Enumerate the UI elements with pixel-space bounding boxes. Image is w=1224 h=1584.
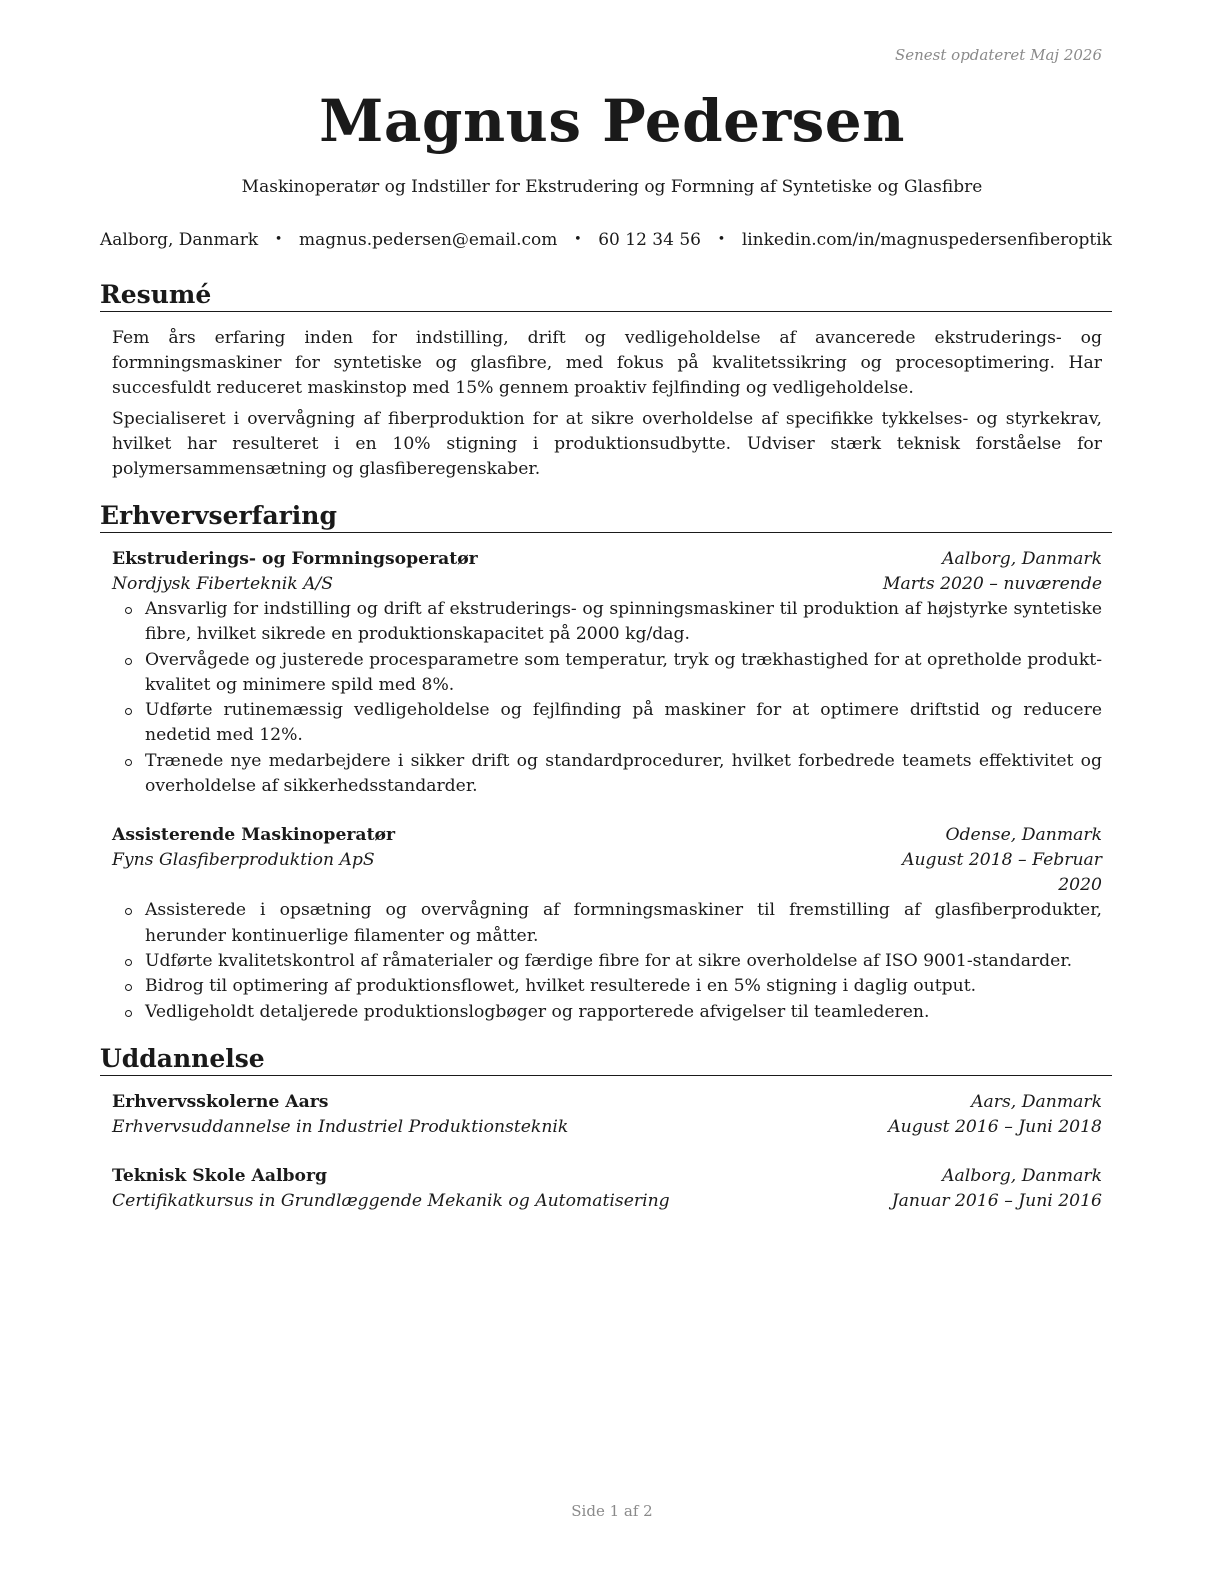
summary-section — [100, 280, 1112, 482]
separator-bullet: • — [573, 232, 582, 247]
job-company: Nordjysk Fiberteknik A/S — [112, 574, 334, 594]
job-dates: Marts 2020 – nuværende — [882, 574, 1102, 594]
summary-paragraph: Fem års erfaring inden for indstilling, drift og vedligeholdelse af avancerede ekstruderings- og formningsmaskiner for syntetiske og glasfibre, med fokus på kvalitetssikring og procesoptimering. Har succesfuldt reduceret maskinstop med 15% gennem proaktiv fejlfinding og vedligeholdelse. — [112, 328, 1102, 398]
experience-heading: Erhvervserfaring — [100, 501, 1112, 533]
candidate-headline: Maskinoperatør og Indstiller for Ekstrudering og Formning af Syntetiske og Glasfibre — [241, 177, 983, 197]
school-location: Aalborg, Danmark — [942, 1166, 1102, 1186]
school-program: Certifikatkursus in Grundlæggende Mekanik og Automatisering — [112, 1191, 670, 1211]
job-company: Fyns Glasfiberproduktion ApS — [112, 850, 375, 871]
job-bullets — [112, 898, 1102, 1024]
education-heading: Uddannelse — [100, 1044, 1112, 1076]
separator-bullet: • — [717, 232, 726, 247]
job-entry — [112, 823, 1102, 1024]
school-name: Teknisk Skole Aalborg — [112, 1166, 328, 1186]
contact-phone[interactable]: 60 12 34 56 — [598, 230, 701, 250]
job-role: Ekstruderings- og Formningsoperatør — [112, 549, 478, 569]
summary-paragraph: Specialiseret i overvågning af fiberproduktion for at sikre overholdelse af specifikke tykkelses- og styrkekrav, hvilket har resulteret i en 10% stigning i produktionsudbytte. Udviser stærk teknisk forståelse for polymersammensætning og glasfiberegenskaber. — [112, 409, 1102, 479]
last-updated-note: Senest opdateret Maj 2026 — [894, 46, 1102, 64]
education-entry — [112, 1164, 1102, 1214]
job-bullet: Ansvarlig for indstilling og drift af ekstruderings- og spinningsmaskiner til produktion af højstyrke syntetiske fibre, hvilket sikrede en produktionskapacitet på 2000 kg/dag. — [112, 597, 1102, 648]
contact-line — [100, 229, 1112, 251]
job-bullet: Udførte rutinemæssig vedligeholdelse og fejlfinding på maskiner for at optimere driftstid og reducere nedetid med 12%. — [112, 698, 1102, 749]
school-location: Aars, Danmark — [971, 1092, 1102, 1112]
separator-bullet: • — [274, 232, 283, 247]
candidate-name: Magnus Pedersen — [319, 87, 905, 155]
contact-linkedin[interactable]: linkedin.com/in/magnuspedersenfiberoptik — [741, 230, 1112, 250]
contact-location: Aalborg, Danmark — [100, 230, 259, 250]
school-name: Erhvervsskolerne Aars — [112, 1092, 329, 1112]
job-bullet: Overvågede og justerede procesparametre som temperatur, tryk og trækhastighed for at opretholde produkt-kvalitet og minimere spild med 8%. — [112, 648, 1102, 699]
education-section — [100, 1044, 1112, 1214]
education-entry — [112, 1090, 1102, 1140]
job-location: Aalborg, Danmark — [942, 549, 1102, 569]
job-bullet: Vedligeholdt detaljerede produktionslogbøger og rapporterede afvigelser til teamlederen. — [112, 1000, 1102, 1025]
job-bullet: Assisterede i opsætning og overvågning af formningsmaskiner til fremstilling af glasfiberprodukter, herunder kontinuerlige filamenter og måtter. — [112, 898, 1102, 949]
job-bullet: Bidrog til optimering af produktionsflowet, hvilket resulterede i en 5% stigning i daglig output. — [112, 974, 1102, 999]
job-entry — [112, 547, 1102, 799]
job-bullet: Udførte kvalitetskontrol af råmaterialer og færdige fibre for at sikre overholdelse af ISO 9001-standarder. — [112, 949, 1102, 974]
experience-section — [100, 501, 1112, 1025]
school-program: Erhvervsuddannelse in Industriel Produktionsteknik — [112, 1117, 569, 1137]
job-bullets — [112, 597, 1102, 799]
school-dates: Januar 2016 – Juni 2016 — [891, 1191, 1102, 1211]
job-bullet: Trænede nye medarbejdere i sikker drift og standardprocedurer, hvilket forbedrede teamets effektivitet og overholdelse af sikkerhedsstandarder. — [112, 749, 1102, 800]
job-role: Assisterende Maskinoperatør — [112, 825, 396, 846]
job-dates: August 2018 – Februar 2020 — [902, 850, 1102, 896]
job-location: Odense, Danmark — [945, 825, 1102, 846]
contact-email[interactable]: magnus.pedersen@email.com — [299, 230, 558, 250]
school-dates: August 2016 – Juni 2018 — [888, 1117, 1102, 1137]
summary-heading: Resumé — [100, 280, 1112, 312]
page-number: Side 1 af 2 — [571, 1502, 653, 1520]
